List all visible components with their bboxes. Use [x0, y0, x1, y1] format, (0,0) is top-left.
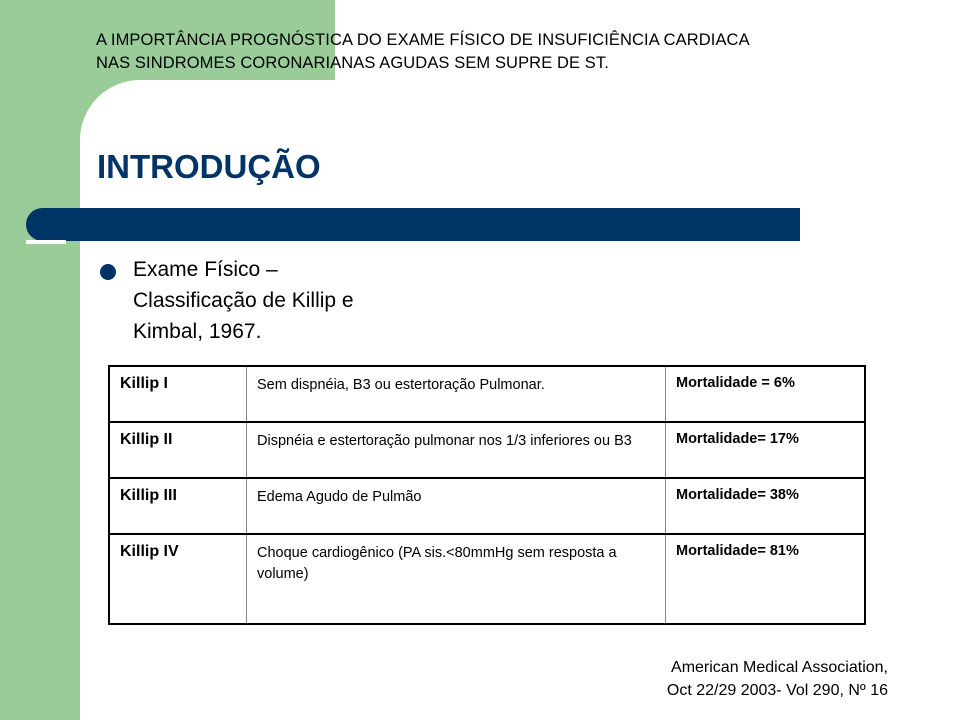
bullet-dot-icon — [100, 264, 116, 280]
slide-header — [96, 29, 946, 75]
bullet-text — [133, 254, 463, 347]
citation-line-2: Oct 22/29 2003- Vol 290, Nº 16 — [666, 682, 888, 699]
killip-description: Edema Agudo de Pulmão — [247, 478, 666, 534]
bullet-line-1: Exame Físico – — [133, 258, 278, 281]
killip-stage: Killip II — [109, 422, 247, 478]
killip-description: Dispnéia e estertoração pulmonar nos 1/3 inferiores ou B3 — [247, 422, 666, 478]
table-row — [109, 534, 865, 624]
table-row — [109, 478, 865, 534]
bullet-line-3: Kimbal, 1967. — [133, 320, 262, 343]
bullet-line-2: Classificação de Killip e — [133, 289, 354, 312]
killip-mortality: Mortalidade= 17% — [666, 422, 866, 478]
killip-stage: Killip I — [109, 366, 247, 422]
slide-title: INTRODUÇÃO — [97, 148, 321, 185]
killip-description: Choque cardiogênico (PA sis.<80mmHg sem resposta a volume) — [247, 534, 666, 624]
killip-description: Sem dispnéia, B3 ou estertoração Pulmonar. — [247, 366, 666, 422]
table-row — [109, 366, 865, 422]
table-row — [109, 422, 865, 478]
title-divider-bar — [26, 208, 800, 241]
header-line-1: A IMPORTÂNCIA PROGNÓSTICA DO EXAME FÍSICO DE INSUFICIÊNCIA CARDIACA — [96, 31, 750, 49]
killip-mortality: Mortalidade = 6% — [666, 366, 866, 422]
citation-footer — [560, 656, 888, 702]
killip-table — [108, 365, 866, 625]
citation-line-1: American Medical Association, — [671, 659, 888, 676]
header-line-2: NAS SINDROMES CORONARIANAS AGUDAS SEM SUPRE DE ST. — [96, 54, 609, 72]
killip-mortality: Mortalidade= 81% — [666, 534, 866, 624]
killip-stage: Killip IV — [109, 534, 247, 624]
killip-mortality: Mortalidade= 38% — [666, 478, 866, 534]
divider-notch — [26, 240, 66, 244]
killip-stage: Killip III — [109, 478, 247, 534]
